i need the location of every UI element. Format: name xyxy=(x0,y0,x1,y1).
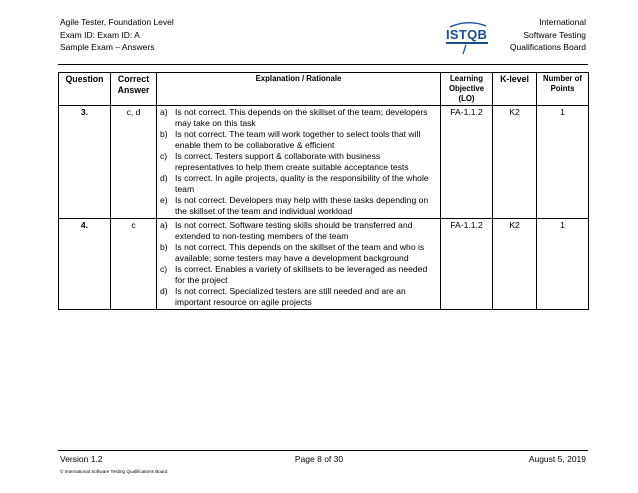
option-text: Is not correct. This depends on the skillset of the team and who is available; some testers may have a development background xyxy=(175,242,425,263)
org-line-3: Qualifications Board xyxy=(509,42,586,52)
points: 1 xyxy=(537,219,589,310)
option-list xyxy=(160,220,437,308)
footer-page-number: Page 8 of 30 xyxy=(294,454,344,464)
question-number: 3. xyxy=(59,106,111,219)
option-text: Is not correct. Developers may help with these tasks depending on the skillset of the team and individual workload xyxy=(175,195,429,216)
footer-copyright: © International Software Testing Qualifications Board xyxy=(60,469,168,474)
exam-id: Exam ID: Exam ID: A xyxy=(60,29,140,40)
option-letter: c) xyxy=(160,151,168,161)
header-right xyxy=(510,16,586,54)
correct-answer: c, d xyxy=(111,106,157,219)
col-header-explanation: Explanation / Rationale xyxy=(157,73,441,106)
answers-table xyxy=(58,72,589,310)
logo-text: ISTQB xyxy=(446,27,488,42)
question-number: 4. xyxy=(59,219,111,310)
explanation-cell xyxy=(157,106,441,219)
header-left xyxy=(60,16,174,54)
option-letter: b) xyxy=(160,242,168,252)
k-level: K2 xyxy=(493,219,537,310)
option-letter: d) xyxy=(160,173,168,183)
option-list xyxy=(160,107,437,217)
correct-answer: c xyxy=(111,219,157,310)
option-text: Is correct. In agile projects, quality is the responsibility of the whole team xyxy=(175,173,429,194)
option-item xyxy=(160,151,437,173)
explanation-cell xyxy=(157,219,441,310)
option-item xyxy=(160,129,437,151)
col-header-learning-objective: Learning Objective (LO) xyxy=(441,73,493,106)
option-item xyxy=(160,195,437,217)
page-header xyxy=(60,16,586,60)
option-item xyxy=(160,173,437,195)
istqb-logo xyxy=(446,18,490,56)
option-letter: e) xyxy=(160,195,168,205)
option-letter: d) xyxy=(160,286,168,296)
option-text: Is not correct. Specialized testers are still needed and are an important resource on agile projects xyxy=(175,286,406,307)
col-header-question: Question xyxy=(59,73,111,106)
table-row xyxy=(59,106,589,219)
header-divider xyxy=(58,64,588,65)
option-item xyxy=(160,264,437,286)
doc-title: Agile Tester, Foundation Level xyxy=(60,17,174,27)
logo-underline xyxy=(446,42,488,44)
option-item xyxy=(160,107,437,129)
table-row xyxy=(59,219,589,310)
option-letter: b) xyxy=(160,129,168,139)
option-letter: c) xyxy=(160,264,168,274)
footer-version: Version 1.2 xyxy=(60,454,103,464)
footer-divider xyxy=(58,450,588,451)
table-header-row xyxy=(59,73,589,106)
option-text: Is not correct. Software testing skills should be transferred and extended to non-testing members of the team xyxy=(175,220,413,241)
option-letter: a) xyxy=(160,220,168,230)
option-item xyxy=(160,242,437,264)
points: 1 xyxy=(537,106,589,219)
col-header-k-level: K-level xyxy=(493,73,537,106)
doc-subtitle: Sample Exam – Answers xyxy=(60,42,155,52)
option-text: Is not correct. This depends on the skillset of the team; developers may take on this task xyxy=(175,107,428,128)
footer-date: August 5, 2019 xyxy=(528,454,586,464)
option-item xyxy=(160,286,437,308)
option-text: Is correct. Testers support & collaborate with business representatives to help them create suitable acceptance tests xyxy=(175,151,409,172)
org-line-2: Software Testing xyxy=(523,29,586,40)
option-text: Is correct. Enables a variety of skillsets to be leveraged as needed for the project xyxy=(175,264,428,285)
option-letter: a) xyxy=(160,107,168,117)
learning-objective: FA-1.1.2 xyxy=(441,106,493,219)
col-header-correct-answer: Correct Answer xyxy=(111,73,157,106)
k-level: K2 xyxy=(493,106,537,219)
org-line-1: International xyxy=(539,17,586,27)
col-header-points: Number of Points xyxy=(537,73,589,106)
learning-objective: FA-1.1.2 xyxy=(441,219,493,310)
option-text: Is not correct. The team will work together to select tools that will enable them to be collaborative & efficient xyxy=(175,129,421,150)
option-item xyxy=(160,220,437,242)
